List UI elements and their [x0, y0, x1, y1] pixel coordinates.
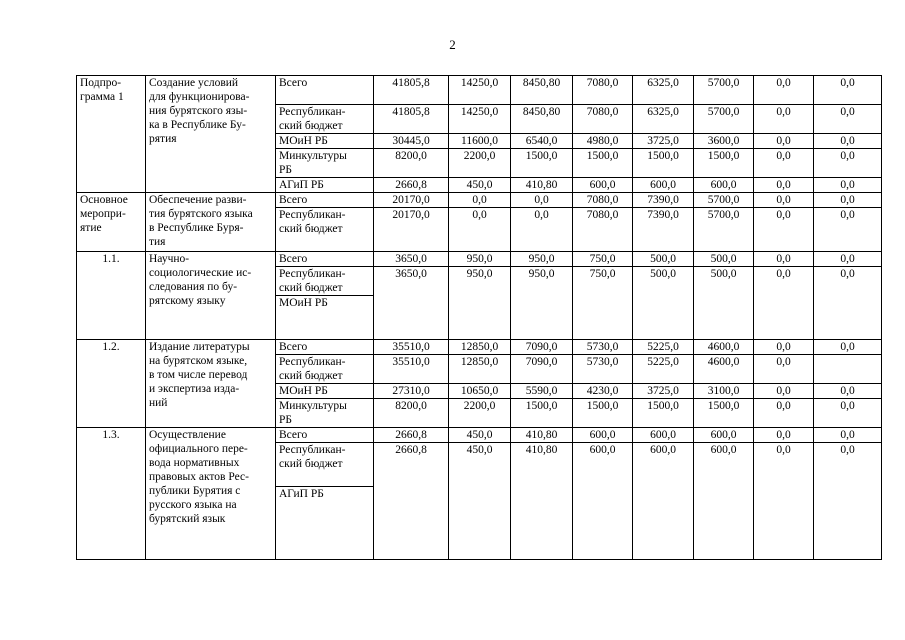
- value-cell: 950,0: [449, 267, 511, 296]
- value-cell: [511, 487, 573, 560]
- value-cell: 500,0: [633, 252, 694, 267]
- text-line: Республикан-: [279, 106, 346, 118]
- value-cell: [573, 487, 633, 560]
- value-cell: 30445,0: [374, 134, 449, 149]
- value-cell: 4980,0: [573, 134, 633, 149]
- text-line: рятскому языку: [149, 295, 226, 307]
- value-cell: 0,0: [754, 149, 814, 178]
- value-cell: [694, 487, 754, 560]
- value-cell: 0,0: [814, 252, 882, 267]
- value-cell: 750,0: [573, 252, 633, 267]
- value-cell: 450,0: [449, 443, 511, 487]
- text-line: бурятский язык: [149, 513, 226, 525]
- funding-source: МОиН РБ: [276, 384, 374, 399]
- value-cell: [573, 296, 633, 340]
- value-cell: 0,0: [814, 134, 882, 149]
- text-line: Основное: [80, 194, 128, 206]
- value-cell: 2660,8: [374, 178, 449, 193]
- value-cell: 0,0: [814, 105, 882, 134]
- value-cell: 0,0: [814, 76, 882, 105]
- value-cell: 950,0: [511, 267, 573, 296]
- value-cell: 6540,0: [511, 134, 573, 149]
- value-cell: 7090,0: [511, 355, 573, 384]
- text-line: тия бурятского языка: [149, 208, 253, 220]
- value-cell: 7080,0: [573, 208, 633, 252]
- funding-source: МОиН РБ: [276, 296, 374, 340]
- value-cell: [633, 487, 694, 560]
- value-cell: 500,0: [633, 267, 694, 296]
- text-line: ский бюджет: [279, 120, 343, 132]
- value-cell: 0,0: [814, 428, 882, 443]
- budget-table: [76, 75, 882, 560]
- value-cell: 0,0: [511, 193, 573, 208]
- table-row: [77, 428, 882, 443]
- value-cell: 8200,0: [374, 399, 449, 428]
- text-line: Обеспечение разви-: [149, 194, 247, 206]
- funding-source: АГиП РБ: [276, 487, 374, 560]
- table-body: [77, 76, 882, 560]
- value-cell: 600,0: [633, 443, 694, 487]
- text-line: рятия: [149, 133, 177, 145]
- text-line: РБ: [279, 414, 292, 426]
- value-cell: 1500,0: [511, 399, 573, 428]
- text-line: русского языка на: [149, 499, 237, 511]
- value-cell: 8200,0: [374, 149, 449, 178]
- value-cell: 20170,0: [374, 208, 449, 252]
- value-cell: 35510,0: [374, 355, 449, 384]
- text-line: публики Бурятия с: [149, 485, 241, 497]
- text-line: для функционирова-: [149, 91, 250, 103]
- value-cell: [511, 296, 573, 340]
- funding-source: Всего: [276, 340, 374, 355]
- value-cell: 6325,0: [633, 105, 694, 134]
- row-name: [146, 428, 276, 560]
- value-cell: 0,0: [814, 399, 882, 428]
- value-cell: 3725,0: [633, 134, 694, 149]
- table-row: [77, 76, 882, 105]
- table-row: [77, 340, 882, 355]
- value-cell: 500,0: [694, 267, 754, 296]
- table-row: [77, 193, 882, 208]
- value-cell: 0,0: [814, 208, 882, 252]
- value-cell: 0,0: [754, 76, 814, 105]
- funding-source: [276, 355, 374, 384]
- text-line: Республикан-: [279, 209, 346, 221]
- value-cell: 3650,0: [374, 252, 449, 267]
- text-line: и экспертиза изда-: [149, 383, 240, 395]
- text-line: вода нормативных: [149, 457, 240, 469]
- value-cell: 450,0: [449, 428, 511, 443]
- value-cell: 2660,8: [374, 428, 449, 443]
- value-cell: [814, 355, 882, 384]
- value-cell: 11600,0: [449, 134, 511, 149]
- value-cell: 5225,0: [633, 340, 694, 355]
- value-cell: 5700,0: [694, 208, 754, 252]
- text-line: ский бюджет: [279, 223, 343, 235]
- value-cell: 41805,8: [374, 76, 449, 105]
- value-cell: 3600,0: [694, 134, 754, 149]
- value-cell: 950,0: [511, 252, 573, 267]
- text-line: ний: [149, 397, 168, 409]
- text-line: тия: [149, 236, 166, 248]
- value-cell: 5730,0: [573, 340, 633, 355]
- value-cell: 450,0: [449, 178, 511, 193]
- value-cell: 3100,0: [694, 384, 754, 399]
- text-line: ка в Республике Бу-: [149, 119, 246, 131]
- text-line: Республикан-: [279, 356, 346, 368]
- text-line: в Республике Буря-: [149, 222, 244, 234]
- value-cell: 0,0: [754, 208, 814, 252]
- value-cell: 0,0: [754, 252, 814, 267]
- value-cell: 20170,0: [374, 193, 449, 208]
- value-cell: 0,0: [754, 355, 814, 384]
- text-line: Осуществление: [149, 429, 226, 441]
- value-cell: 0,0: [754, 193, 814, 208]
- text-line: ятие: [80, 222, 102, 234]
- text-line: Научно-: [149, 253, 190, 265]
- value-cell: 0,0: [814, 384, 882, 399]
- value-cell: 600,0: [573, 178, 633, 193]
- value-cell: 600,0: [573, 428, 633, 443]
- value-cell: 0,0: [754, 134, 814, 149]
- value-cell: 1500,0: [694, 399, 754, 428]
- value-cell: 7390,0: [633, 193, 694, 208]
- text-line: Подпро-: [80, 77, 122, 89]
- text-line: ский бюджет: [279, 370, 343, 382]
- funding-source: Всего: [276, 252, 374, 267]
- value-cell: 0,0: [814, 443, 882, 487]
- value-cell: 5225,0: [633, 355, 694, 384]
- value-cell: 2660,8: [374, 443, 449, 487]
- value-cell: 500,0: [694, 252, 754, 267]
- value-cell: [754, 296, 814, 340]
- value-cell: [814, 487, 882, 560]
- text-line: Создание условий: [149, 77, 239, 89]
- value-cell: 0,0: [754, 443, 814, 487]
- value-cell: 3650,0: [374, 267, 449, 296]
- text-line: Издание литературы: [149, 341, 250, 353]
- table-row: [77, 252, 882, 267]
- value-cell: 3725,0: [633, 384, 694, 399]
- row-name: [146, 340, 276, 428]
- value-cell: 600,0: [633, 178, 694, 193]
- value-cell: 14250,0: [449, 105, 511, 134]
- value-cell: 5700,0: [694, 193, 754, 208]
- value-cell: [374, 487, 449, 560]
- value-cell: 1500,0: [573, 149, 633, 178]
- value-cell: 0,0: [754, 105, 814, 134]
- value-cell: 0,0: [814, 178, 882, 193]
- value-cell: 5590,0: [511, 384, 573, 399]
- page-number: 2: [449, 37, 456, 52]
- value-cell: [374, 296, 449, 340]
- funding-source: АГиП РБ: [276, 178, 374, 193]
- value-cell: 1500,0: [694, 149, 754, 178]
- value-cell: 8450,80: [511, 105, 573, 134]
- value-cell: 12850,0: [449, 355, 511, 384]
- text-line: на бурятском языке,: [149, 355, 248, 367]
- row-code: 1.3.: [77, 428, 146, 560]
- value-cell: 0,0: [814, 193, 882, 208]
- text-line: меропри-: [80, 208, 126, 220]
- text-line: следования по бу-: [149, 281, 238, 293]
- value-cell: 0,0: [511, 208, 573, 252]
- funding-source: Всего: [276, 193, 374, 208]
- value-cell: [449, 296, 511, 340]
- value-cell: 1500,0: [573, 399, 633, 428]
- value-cell: 1500,0: [511, 149, 573, 178]
- value-cell: [449, 487, 511, 560]
- text-line: ский бюджет: [279, 282, 343, 294]
- value-cell: [633, 296, 694, 340]
- value-cell: 600,0: [694, 443, 754, 487]
- value-cell: 10650,0: [449, 384, 511, 399]
- value-cell: 8450,80: [511, 76, 573, 105]
- value-cell: 6325,0: [633, 76, 694, 105]
- row-code: 1.2.: [77, 340, 146, 428]
- row-code: [77, 193, 146, 252]
- value-cell: 0,0: [754, 428, 814, 443]
- value-cell: 0,0: [814, 149, 882, 178]
- value-cell: 750,0: [573, 267, 633, 296]
- value-cell: 0,0: [754, 384, 814, 399]
- value-cell: 4230,0: [573, 384, 633, 399]
- value-cell: 14250,0: [449, 76, 511, 105]
- value-cell: 7090,0: [511, 340, 573, 355]
- value-cell: 2200,0: [449, 149, 511, 178]
- value-cell: 600,0: [694, 428, 754, 443]
- funding-source: [276, 443, 374, 487]
- text-line: Республикан-: [279, 444, 346, 456]
- funding-source: [276, 208, 374, 252]
- value-cell: 1500,0: [633, 149, 694, 178]
- value-cell: 35510,0: [374, 340, 449, 355]
- text-line: грамма 1: [80, 91, 124, 103]
- value-cell: 4600,0: [694, 355, 754, 384]
- value-cell: 0,0: [449, 193, 511, 208]
- row-name: [146, 193, 276, 252]
- value-cell: 7080,0: [573, 76, 633, 105]
- value-cell: 0,0: [814, 267, 882, 296]
- value-cell: 0,0: [814, 340, 882, 355]
- value-cell: 0,0: [754, 267, 814, 296]
- value-cell: [814, 296, 882, 340]
- text-line: официального пере-: [149, 443, 248, 455]
- funding-source: [276, 399, 374, 428]
- value-cell: 600,0: [633, 428, 694, 443]
- row-name: [146, 76, 276, 193]
- value-cell: 5700,0: [694, 105, 754, 134]
- value-cell: 0,0: [754, 178, 814, 193]
- value-cell: 600,0: [694, 178, 754, 193]
- text-line: в том числе перевод: [149, 369, 248, 381]
- row-code: 1.1.: [77, 252, 146, 340]
- text-line: Минкультуры: [279, 150, 347, 162]
- value-cell: 7080,0: [573, 193, 633, 208]
- funding-source: Всего: [276, 428, 374, 443]
- value-cell: 5700,0: [694, 76, 754, 105]
- value-cell: [754, 487, 814, 560]
- text-line: РБ: [279, 164, 292, 176]
- value-cell: 950,0: [449, 252, 511, 267]
- value-cell: 4600,0: [694, 340, 754, 355]
- value-cell: 0,0: [449, 208, 511, 252]
- funding-source: [276, 267, 374, 296]
- text-line: ский бюджет: [279, 458, 343, 470]
- funding-source: [276, 105, 374, 134]
- value-cell: 410,80: [511, 428, 573, 443]
- value-cell: 5730,0: [573, 355, 633, 384]
- funding-source: Всего: [276, 76, 374, 105]
- funding-source: [276, 149, 374, 178]
- text-line: Минкультуры: [279, 400, 347, 412]
- funding-source: МОиН РБ: [276, 134, 374, 149]
- value-cell: 0,0: [754, 399, 814, 428]
- text-line: правовых актов Рес-: [149, 471, 249, 483]
- value-cell: 7390,0: [633, 208, 694, 252]
- value-cell: 7080,0: [573, 105, 633, 134]
- row-name: [146, 252, 276, 340]
- value-cell: 27310,0: [374, 384, 449, 399]
- text-line: Республикан-: [279, 268, 346, 280]
- text-line: социологические ис-: [149, 267, 252, 279]
- value-cell: 0,0: [754, 340, 814, 355]
- value-cell: 41805,8: [374, 105, 449, 134]
- value-cell: 600,0: [573, 443, 633, 487]
- row-code: [77, 76, 146, 193]
- value-cell: 1500,0: [633, 399, 694, 428]
- value-cell: [694, 296, 754, 340]
- value-cell: 410,80: [511, 443, 573, 487]
- value-cell: 2200,0: [449, 399, 511, 428]
- value-cell: 12850,0: [449, 340, 511, 355]
- text-line: ния бурятского язы-: [149, 105, 248, 117]
- value-cell: 410,80: [511, 178, 573, 193]
